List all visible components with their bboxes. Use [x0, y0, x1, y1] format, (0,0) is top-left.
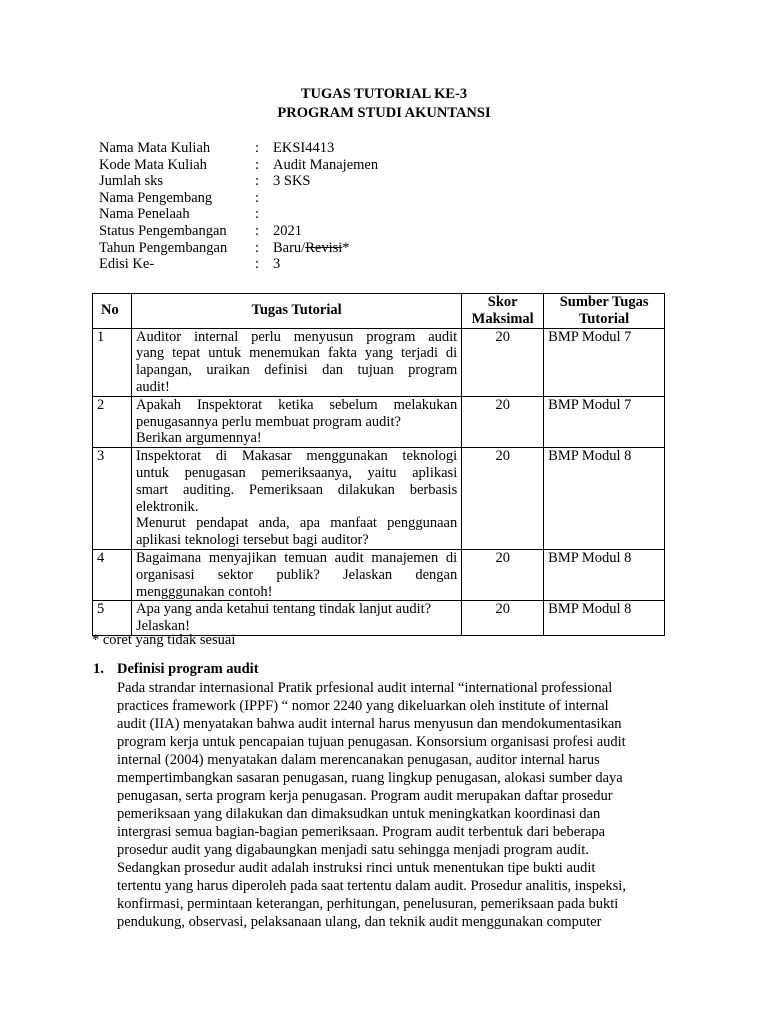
section-number: 1.	[93, 661, 104, 677]
table-row	[93, 396, 665, 447]
task-line: yang tepat untuk menemukan fakta yang terjadi di	[135, 345, 458, 362]
meta-row-status	[99, 223, 378, 240]
header-no: No	[93, 294, 132, 329]
table-row	[93, 601, 665, 636]
task-line: Apa yang anda ketahui tentang tindak lanjut audit?	[135, 601, 432, 618]
meta-label: Edisi Ke-	[99, 256, 155, 273]
table-row	[93, 549, 665, 600]
meta-value: Audit Manajemen	[273, 156, 379, 173]
row-number: 2	[93, 396, 132, 447]
task-line: Inspektorat di Makasar menggunakan teknologi	[135, 448, 458, 465]
task-line: mengggunakan contoh!	[135, 583, 273, 600]
paragraph-line: mempertimbangkan sasaran penugasan, ruang lingkup penugasan, alokasi sumber daya	[117, 770, 623, 786]
meta-label: Tahun Pengembangan	[99, 239, 228, 256]
table-header-row	[93, 294, 665, 329]
row-task	[131, 328, 461, 396]
section-body	[117, 679, 667, 931]
task-line: smart auditing. Pemeriksaan dilakukan berbasis	[135, 481, 458, 498]
row-source: BMP Modul 8	[544, 601, 665, 636]
document-title: TUGAS TUTORIAL KE-3	[300, 86, 468, 102]
task-line: Menurut pendapat anda, apa manfaat penggunaan	[135, 515, 458, 532]
meta-label: Nama Penelaah	[99, 206, 190, 223]
meta-label: Jumlah sks	[99, 173, 164, 190]
meta-row-course-name	[99, 140, 378, 157]
meta-label: Nama Pengembang	[99, 189, 213, 206]
paragraph-line: practices framework (IPPF) “ nomor 2240 yang dikeluarkan oleh institute of internal	[117, 698, 609, 714]
paragraph-line: intergrasi semua bagian-bagian pemeriksaan. Program audit terbentuk dari beberapa	[117, 824, 606, 840]
paragraph-line: prosedur audit yang digabaungkan menjadi satu sehingga menjadi program audit.	[117, 842, 589, 858]
row-task	[131, 448, 461, 550]
meta-row-sks	[99, 173, 378, 190]
row-max-score: 20	[462, 396, 544, 447]
task-line: elektronik.	[135, 498, 199, 515]
row-max-score: 20	[462, 601, 544, 636]
meta-colon: :	[255, 173, 260, 190]
task-line: untuk penugasan pemeriksaanya, yaitu aplikasi	[135, 464, 458, 481]
row-number: 4	[93, 549, 132, 600]
meta-colon: :	[255, 206, 260, 223]
header-max-score-l2: Maksimal	[471, 310, 534, 327]
paragraph-line: Pada strandar internasional Pratik prfesional audit internal “international professional	[117, 680, 613, 696]
header-max-score-l1: Skor	[487, 294, 518, 310]
row-number: 5	[93, 601, 132, 636]
task-line: aplikasi teknologi tersebut bagi auditor?	[135, 532, 369, 549]
meta-row-developer	[99, 190, 378, 207]
meta-value-plain: Baru/	[273, 239, 306, 256]
meta-row-edition	[99, 256, 378, 273]
header-source	[544, 294, 665, 329]
tutorial-task-table	[92, 293, 665, 636]
table-row	[93, 448, 665, 550]
task-line: audit!	[135, 378, 170, 395]
meta-row-course-code	[99, 157, 378, 174]
task-line: Jelaskan!	[135, 618, 190, 635]
row-source: BMP Modul 8	[544, 448, 665, 550]
section-heading	[93, 661, 259, 678]
paragraph-line: audit (IIA) menyatakan bahwa audit internal harus menyusun dan mendokumentasikan	[117, 716, 622, 732]
task-line: Apakah Inspektorat ketika sebelum melakukan	[135, 396, 458, 413]
meta-colon: :	[255, 140, 260, 156]
row-max-score: 20	[462, 328, 544, 396]
meta-value: 3	[273, 256, 281, 273]
task-line: organisasi sektor publik? Jelaskan dengan	[135, 566, 458, 583]
meta-colon: :	[255, 222, 260, 239]
header-task: Tugas Tutorial	[131, 294, 461, 329]
paragraph-line: pendukung, observasi, pelaksanaan ulang, dan teknik audit menggunakan computer	[117, 914, 602, 930]
task-line: lapangan, uraikan definisi dan tujuan program	[135, 362, 458, 379]
paragraph-line: pemeriksaan yang dilakukan dan dimaksudkan untuk meningkatkan koordinasi dan	[117, 806, 601, 822]
row-task	[131, 549, 461, 600]
meta-colon: :	[255, 239, 260, 256]
row-source: BMP Modul 7	[544, 328, 665, 396]
section-title: Definisi program audit	[117, 661, 259, 677]
task-line: Auditor internal perlu menyusun program audit	[135, 328, 458, 345]
meta-row-reviewer	[99, 206, 378, 223]
meta-colon: :	[255, 156, 260, 173]
meta-value-struck: Revisi	[305, 239, 343, 256]
meta-label: Status Pengembangan	[99, 222, 227, 239]
row-max-score: 20	[462, 549, 544, 600]
course-info	[99, 140, 378, 273]
meta-value: 3 SKS	[273, 173, 311, 190]
task-line: Berikan argumennya!	[135, 430, 262, 447]
header-source-l2: Tutorial	[578, 310, 630, 327]
header-source-l1: Sumber Tugas	[559, 294, 649, 310]
meta-colon: :	[255, 189, 260, 206]
program-title: PROGRAM STUDI AKUNTANSI	[277, 105, 491, 121]
row-task	[131, 396, 461, 447]
table-row	[93, 328, 665, 396]
paragraph-line: internal (2004) menyatakan dalam merencanakan penugasan, auditor internal harus	[117, 752, 600, 768]
meta-value	[273, 240, 350, 257]
row-number: 1	[93, 328, 132, 396]
meta-value-asterisk: *	[342, 239, 350, 256]
header-max-score	[462, 294, 544, 329]
paragraph-line: penugasan, serta program kerja penugasan. Program audit merupakan daftar prosedur	[117, 788, 613, 804]
meta-colon: :	[255, 256, 260, 273]
paragraph-line: tertentu yang harus diperoleh pada saat tertentu dalam audit. Prosedur analitis, inspeksi,	[117, 878, 626, 894]
paragraph-line: program kerja untuk pencapaian tujuan penugasan. Konsorsium organisasi profesi audit	[117, 734, 626, 750]
row-number: 3	[93, 448, 132, 550]
row-source: BMP Modul 7	[544, 396, 665, 447]
task-line: penugasannya perlu membuat program audit?	[135, 413, 401, 430]
meta-value: EKSI4413	[273, 140, 335, 156]
meta-label: Nama Mata Kuliah	[99, 140, 211, 156]
paragraph-line: konfirmasi, permintaan keterangan, perhitungan, penelusuran, pemeriksaan pada bukti	[117, 896, 619, 912]
paragraph-line: Sedangkan prosedur audit adalah instruksi rinci untuk menentukan tipe bukti audit	[117, 860, 596, 876]
row-max-score: 20	[462, 448, 544, 550]
task-line: Bagaimana menyajikan temuan audit manajemen di	[135, 549, 458, 566]
meta-row-year	[99, 240, 378, 257]
footnote: * coret yang tidak sesuai	[92, 632, 236, 648]
row-task	[131, 601, 461, 636]
table-body	[93, 328, 665, 635]
meta-value: 2021	[273, 222, 302, 239]
row-source: BMP Modul 8	[544, 549, 665, 600]
meta-label: Kode Mata Kuliah	[99, 156, 207, 173]
